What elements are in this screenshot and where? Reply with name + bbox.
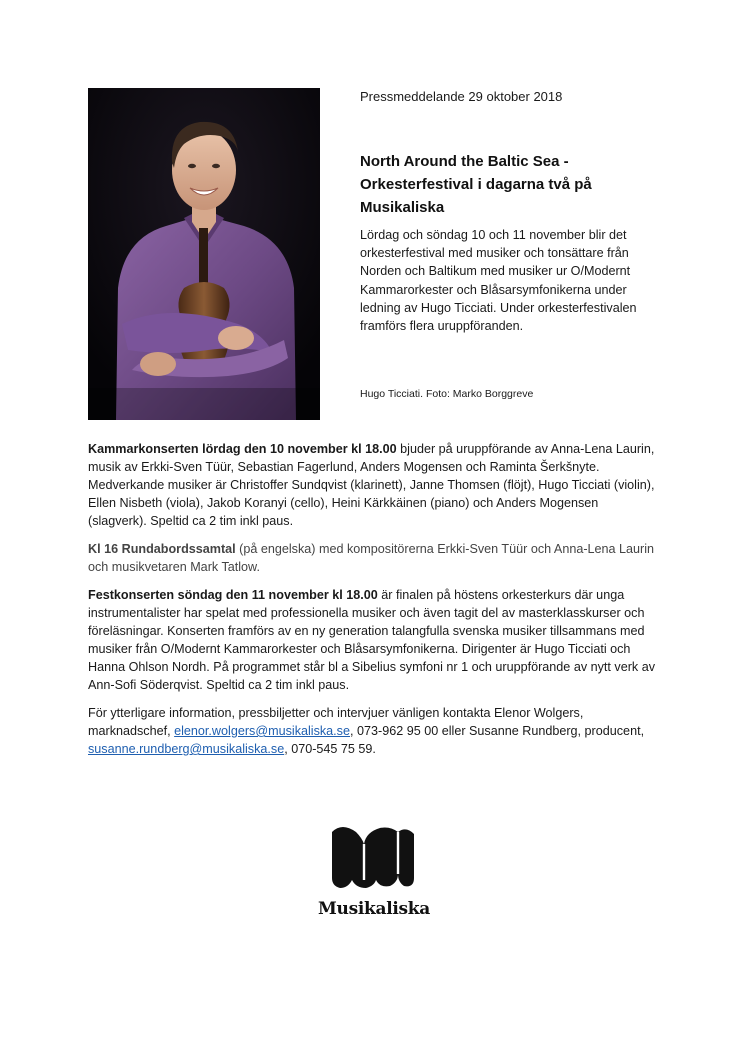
contact-text-2: , 073-962 95 00 eller Susanne Rundberg, producent, bbox=[350, 724, 645, 738]
lead-paragraph: Lördag och söndag 10 och 11 november blir det orkesterfestival med musiker och tonsättare från Norden och Baltikum med musiker ur O/Modernt Kammarorkester och Blåsarsymfonikerna under ledning av Hugo Ticciati. Under orkesterfestivalen framförs flera uruppföranden. bbox=[360, 228, 637, 334]
chamber-concert-text: bjuder på uruppförande av Anna-Lena Laurin, musik av Erkki-Sven Tüür, Sebastian Fagerlund, Anders Mogensen och Raminta Šerkšnyte. Medverkande musiker är Christoffer Sundqvist (klarinett), Janne Thomsen (flöjt), Hugo Ticciati (violin), Ellen Nisbeth (viola), Jakob Koranyi (cello), Heini Kärkkäinen (piano) och Anders Mogensen (slagverk). Speltid ca 2 tim inkl paus. bbox=[88, 442, 655, 528]
email-link-elenor[interactable]: elenor.wolgers@musikaliska.se bbox=[174, 724, 350, 738]
gala-concert-heading: Festkonserten söndag den 11 november kl 18.00 bbox=[88, 588, 378, 602]
email-link-susanne[interactable]: susanne.rundberg@musikaliska.se bbox=[88, 742, 285, 756]
portrait-photo bbox=[88, 88, 320, 420]
violinist-portrait-illustration bbox=[88, 88, 320, 420]
headline-line-2: Orkesterfestival i dagarna två på bbox=[360, 176, 592, 193]
photo-caption: Hugo Ticciati. Foto: Marko Borggreve bbox=[360, 388, 534, 400]
headline-line-3: Musikaliska bbox=[360, 199, 445, 216]
contact-text-3: , 070-545 75 59. bbox=[284, 742, 376, 756]
chamber-concert-heading: Kammarkonserten lördag den 10 november kl 18.00 bbox=[88, 442, 397, 456]
musikaliska-logo bbox=[318, 824, 428, 919]
paragraph-chamber-concert bbox=[88, 440, 658, 530]
paragraph-round-table bbox=[88, 540, 658, 576]
round-table-heading: Kl 16 Rundabordssamtal bbox=[88, 542, 236, 556]
header-column bbox=[360, 88, 660, 335]
body-text bbox=[88, 440, 658, 768]
headline-line-1: North Around the Baltic Sea - bbox=[360, 153, 569, 170]
musikaliska-m-logo-icon bbox=[318, 824, 428, 890]
musikaliska-wordmark: Musikaliska bbox=[318, 899, 430, 919]
gala-concert-text: är finalen på höstens orkesterkurs där unga instrumentalister har spelat med professionella musiker och även tagit del av masterklasskurser och föreläsningar. Konserten framförs av en ny generation talangfulla svenska musiker tillsammans med musiker från O/Modernt Kammarorkester och Blåsarsymfonikerna. Dirigenter är Hugo Ticciati och Hanna Ohlson Nordh. På programmet står bl a Sibelius symfoni nr 1 och uruppförande av nytt verk av Ann-Sofi Söderqvist. Speltid ca 2 tim inkl paus. bbox=[88, 588, 656, 692]
headline bbox=[360, 150, 660, 219]
contact-text-1: För ytterligare information, pressbiljetter och intervjuer vänligen kontakta Elenor Wolgers, marknadschef, bbox=[88, 706, 584, 738]
paragraph-gala-concert bbox=[88, 586, 658, 694]
round-table-text: (på engelska) med kompositörerna Erkki-Sven Tüür och Anna-Lena Laurin och musikvetaren Mark Tatlow. bbox=[88, 542, 655, 574]
paragraph-contact bbox=[88, 704, 658, 758]
press-release-date: Pressmeddelande 29 oktober 2018 bbox=[360, 89, 563, 104]
